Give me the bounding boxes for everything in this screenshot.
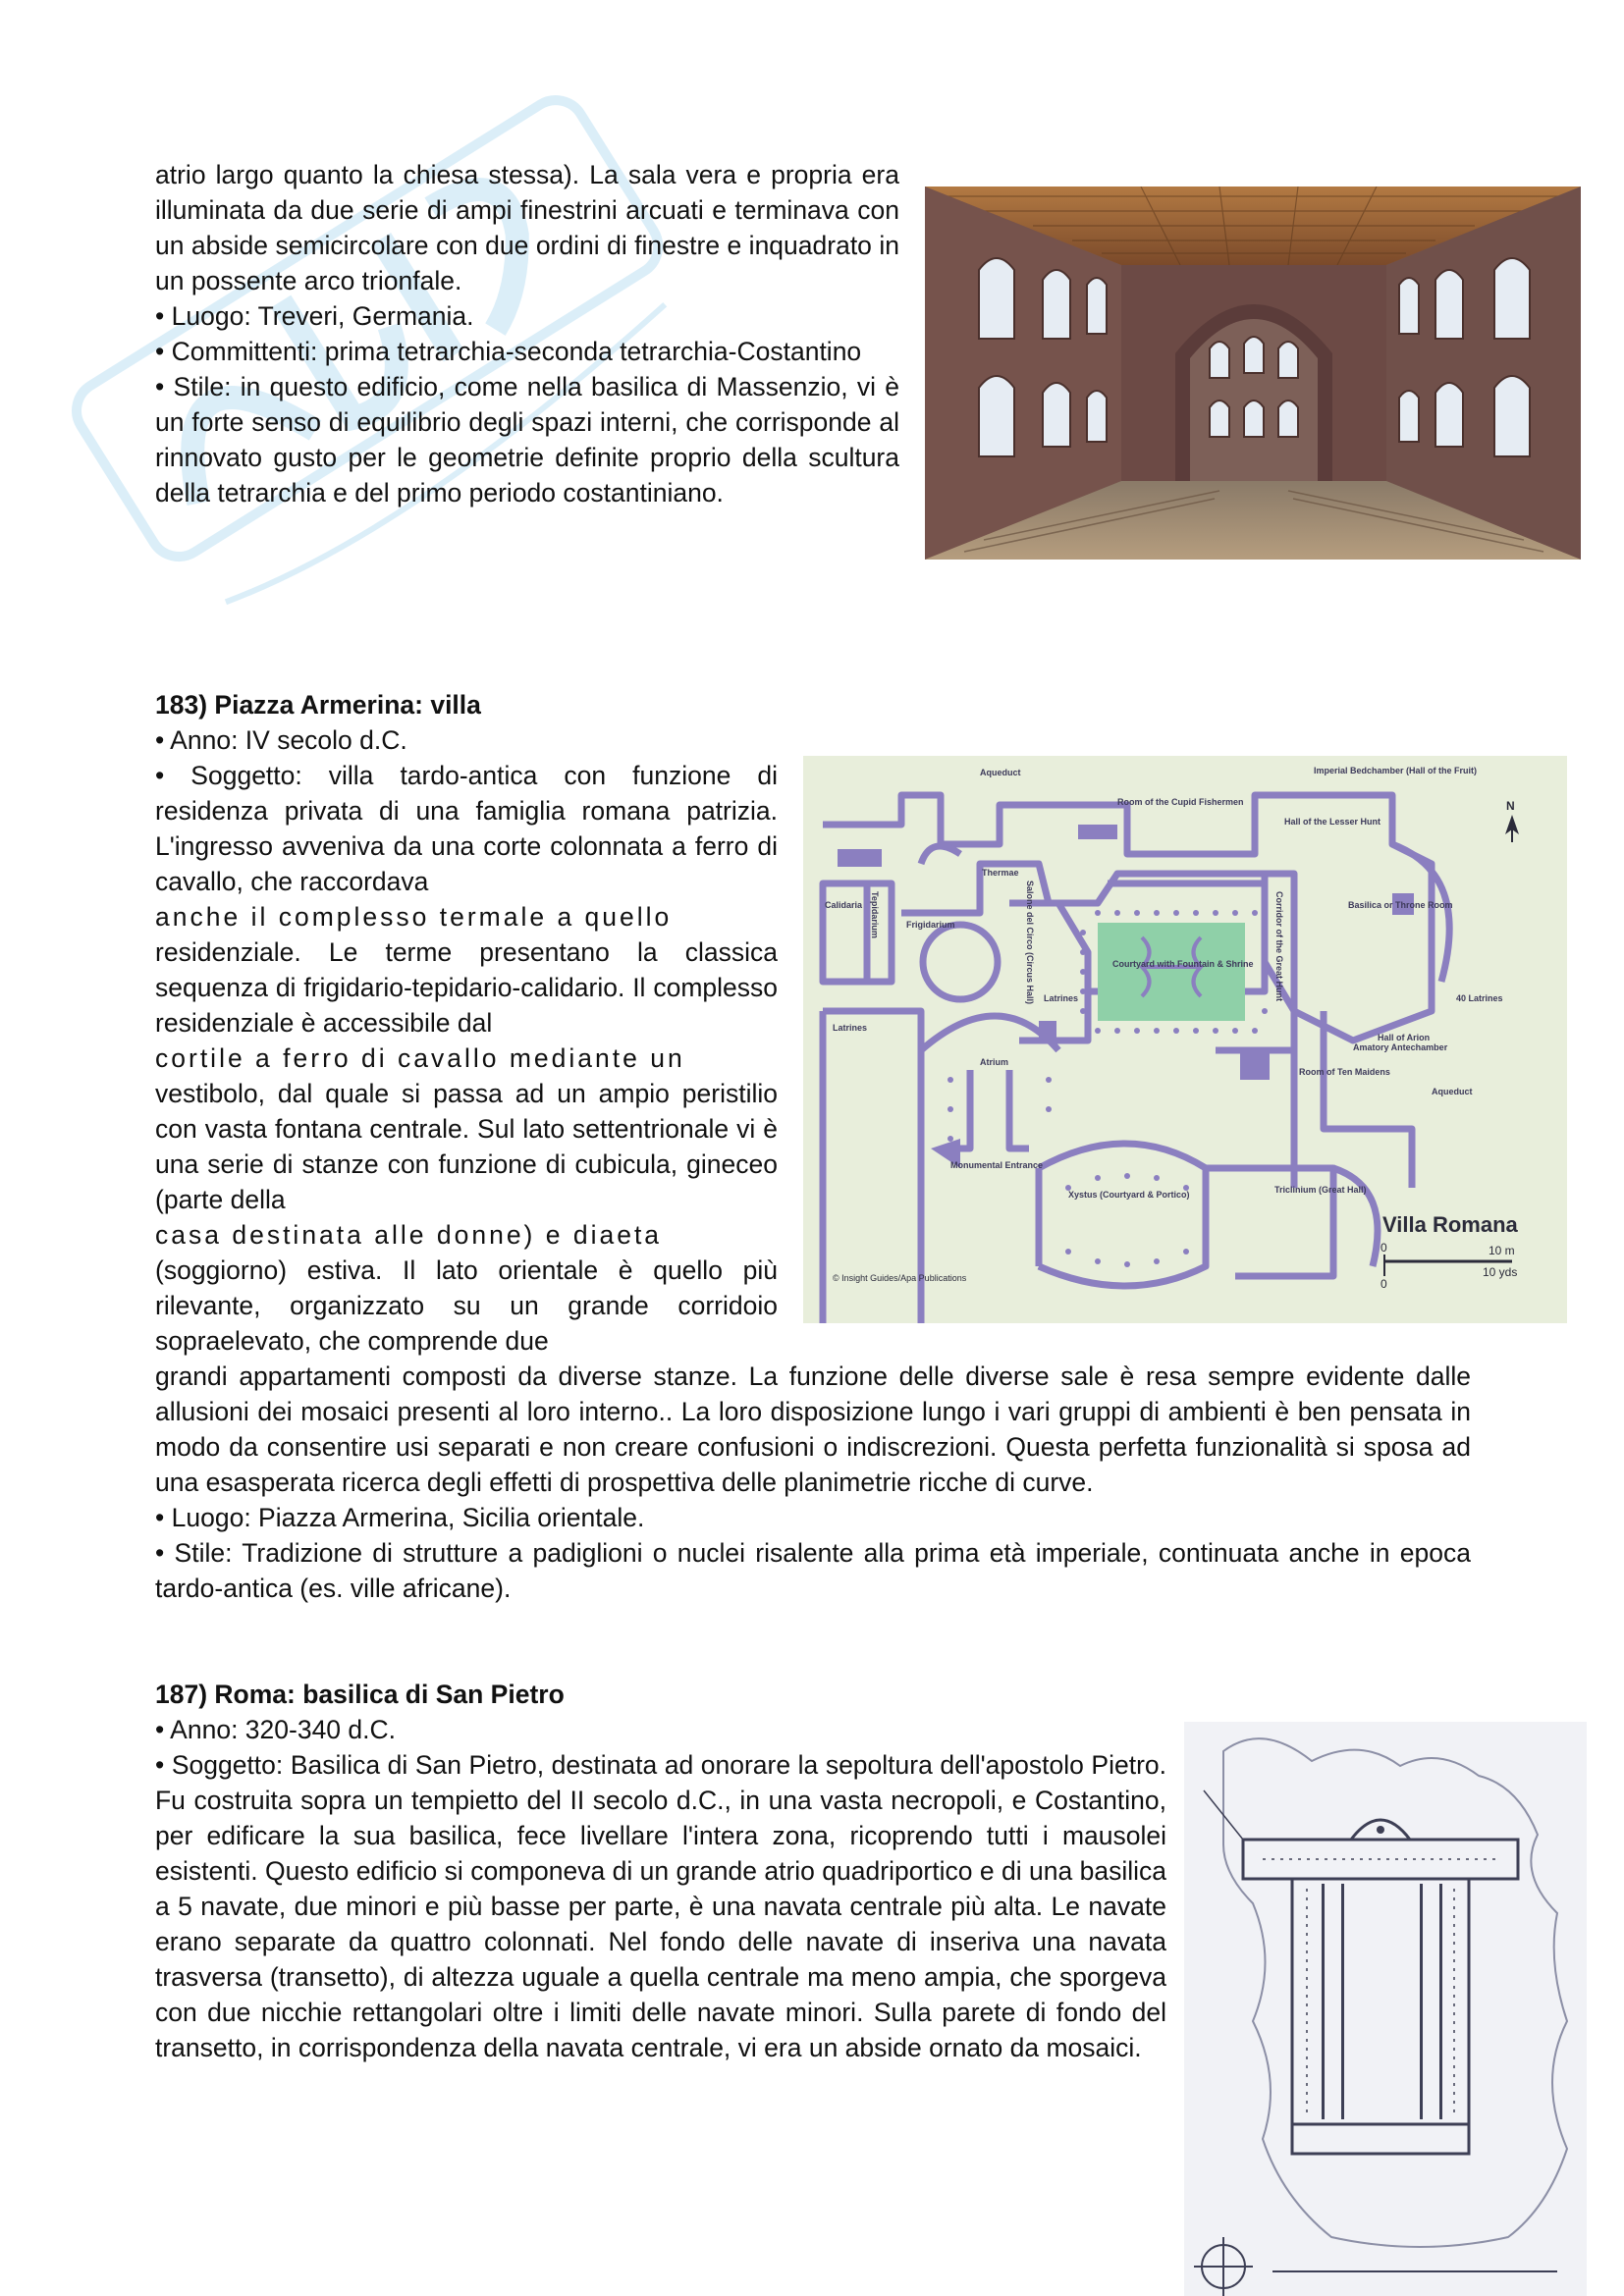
map-scale-zero-bottom: 0 xyxy=(1380,1277,1387,1291)
map-scale-bar xyxy=(1380,1241,1517,1291)
soggetto-line-4: cortile a ferro di cavallo mediante un xyxy=(155,1043,685,1073)
map-label-atrium: Atrium xyxy=(980,1057,1008,1067)
north-arrow-icon xyxy=(1505,799,1519,842)
map-label-monumental: Monumental Entrance xyxy=(950,1160,1044,1170)
map-scale-m: 10 m xyxy=(1489,1244,1515,1257)
map-label-triclinium: Triclinium (Great Hall) xyxy=(1274,1185,1367,1195)
map-label-thermae: Thermae xyxy=(982,868,1019,878)
soggetto-line-6: casa destinata alle donne) e diaeta xyxy=(155,1220,663,1250)
map-label-imperial: Imperial Bedchamber (Hall of the Fruit) xyxy=(1314,766,1478,775)
map-scale-yds: 10 yds xyxy=(1483,1265,1518,1279)
villa-romana-map xyxy=(803,756,1567,1323)
map-label-tepidarium: Tepidarium xyxy=(870,891,880,938)
section-187 xyxy=(155,1677,1166,2065)
section-187-title: 187) Roma: basilica di San Pietro xyxy=(155,1680,565,1709)
section-183-header xyxy=(155,687,901,758)
map-scale-zero-top: 0 xyxy=(1380,1241,1387,1255)
map-label-arion: Hall of Arion xyxy=(1378,1033,1431,1042)
map-label-salone: Salone del Circo (Circus Hall) xyxy=(1025,881,1035,1005)
map-label-lesser-hunt: Hall of the Lesser Hunt xyxy=(1284,817,1381,827)
intro-stile: • Stile: in questo edificio, come nella basilica di Massenzio, vi è un forte senso di equilibrio degli spazi interni, che corrisponde al rinnovato gusto per le geometrie definite proprio della scultura della tetrarchia e del primo periodo costantiniano. xyxy=(155,372,899,507)
intro-committenti: • Committenti: prima tetrarchia-seconda tetrarchia-Costantino xyxy=(155,337,862,366)
section-183-luogo: • Luogo: Piazza Armerina, Sicilia orientale. xyxy=(155,1503,645,1532)
map-label-basilica: Basilica or Throne Room xyxy=(1348,900,1453,910)
section-183-soggetto-column xyxy=(155,758,778,1359)
map-title: Villa Romana xyxy=(1382,1212,1518,1237)
san-pietro-plan-sketch xyxy=(1184,1722,1587,2296)
map-label-frigidarium: Frigidarium xyxy=(906,920,955,930)
section-183-title: 183) Piazza Armerina: villa xyxy=(155,690,481,720)
soggetto-line-7: (soggiorno) estiva. Il lato orientale è quello più rilevante, organizzato su un grande corridoio sopraelevato, che comprende due xyxy=(155,1255,778,1356)
intro-luogo: • Luogo: Treveri, Germania. xyxy=(155,301,474,331)
map-label-latrines-w: Latrines xyxy=(833,1023,868,1033)
section-187-anno: • Anno: 320-340 d.C. xyxy=(155,1715,397,1744)
map-label-aqueduct-nw: Aqueduct xyxy=(980,768,1021,777)
soggetto-line-5: vestibolo, dal quale si passa ad un ampio peristilio con vasta fontana centrale. Sul lato settentrionale vi è una serie di stanze con funzione di cubicula, gineceo (parte della xyxy=(155,1079,778,1214)
intro-paragraph: atrio largo quanto la chiesa stessa). La sala vera e propria era illuminata da due serie di ampi finestrini arcuati e terminava con un abside semicircolare con due ordini di finestre e inquadrato in un possente arco trionfale. xyxy=(155,160,899,295)
section-183-stile: • Stile: Tradizione di strutture a padiglioni o nuclei risalente alla prima età imperiale, continuata anche in epoca tardo-antica (es. ville africane). xyxy=(155,1538,1471,1603)
map-credit: © Insight Guides/Apa Publications xyxy=(833,1273,967,1283)
soggetto-line-2: anche il complesso termale a quello xyxy=(155,902,673,932)
map-label-xystus: Xystus (Courtyard & Portico) xyxy=(1068,1190,1190,1200)
north-label: N xyxy=(1506,799,1515,813)
section-187-soggetto: • Soggetto: Basilica di San Pietro, destinata ad onorare la sepoltura dell'apostolo Pietro. Fu costruita sopra un tempietto del II secolo d.C., in una vasta necropoli, e Costantino, per edificare la sua basilica, fece livellare l'intera zona, ricoprendo tutti i mausolei esistenti. Questo edificio si componeva di un grande atrio quadriportico e di una basilica a 5 navate, due minori e più basse per parte, è una navata centrale più alta. Le navate erano separate da quattro colonnati. Nel fondo delle navate di inseriva una navata trasversa (transetto), di altezza uguale a quella centrale ma meno ampia, che sporgeva con due nicchie rettangolari oltre i limiti delle navate minori. Sulla parete di fondo del transetto, in corrispondenza della navata centrale, vi era un abside ornato da mosaici. xyxy=(155,1750,1166,2062)
map-label-cupid: Room of the Cupid Fishermen xyxy=(1117,797,1244,807)
map-label-corridor: Corridor of the Great Hunt xyxy=(1274,891,1284,1001)
map-label-aqueduct-e: Aqueduct xyxy=(1432,1087,1473,1096)
map-label-amatory: Amatory Antechamber xyxy=(1353,1042,1448,1052)
map-label-courtyard: Courtyard with Fountain & Shrine xyxy=(1112,959,1254,969)
section-183-anno: • Anno: IV secolo d.C. xyxy=(155,725,407,755)
soggetto-line-3: residenziale. Le terme presentano la classica sequenza di frigidario-tepidario-calidario. Il complesso residenziale è accessibile dal xyxy=(155,937,778,1038)
compass-icon xyxy=(1194,2237,1253,2296)
intro-column xyxy=(155,157,899,510)
soggetto-line-1: • Soggetto: villa tardo-antica con funzione di residenza privata di una famiglia romana patrizia. L'ingresso avveniva da una corte colonnata a ferro di cavallo, che raccordava xyxy=(155,761,778,896)
map-label-latrines-mid: Latrines xyxy=(1044,993,1079,1003)
map-label-latrines40: 40 Latrines xyxy=(1456,993,1503,1003)
map-label-ten-maidens: Room of Ten Maidens xyxy=(1299,1067,1390,1077)
section-183-continuation xyxy=(155,1359,1471,1606)
soggetto-full: grandi appartamenti composti da diverse stanze. La funzione delle diverse sale è resa sempre evidente dalle allusioni dei mosaici presenti al loro interno.. La loro disposizione lungo i vari gruppi di ambienti è ben pensata in modo da consentire usi separati e non creare confusioni o indiscrezioni. Questa perfetta funzionalità si sposa ad una esasperata ricerca degli effetti di prospettiva delle planimetrie ricche di curve. xyxy=(155,1362,1471,1497)
basilica-treveri-photo xyxy=(925,187,1581,560)
map-label-calidaria: Calidaria xyxy=(825,900,863,910)
